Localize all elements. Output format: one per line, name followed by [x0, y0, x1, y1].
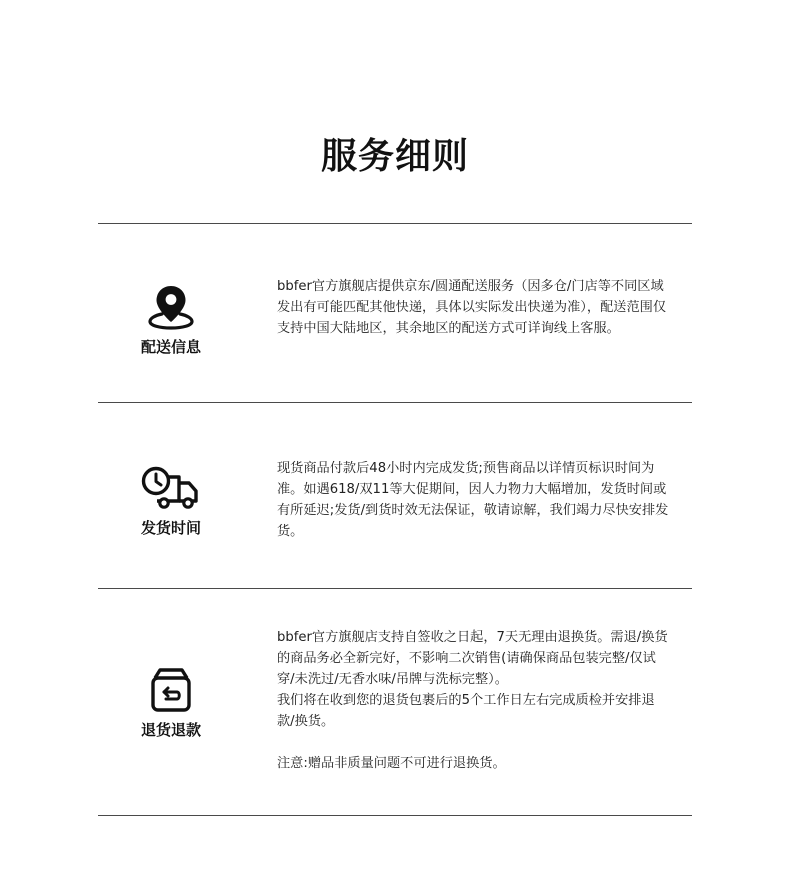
shipping-time-label: 发货时间 [140, 519, 201, 537]
returns-process-paragraph: 我们将在收到您的退货包裹后的5个工作日左右完成质检并安排退款/换货。 [277, 693, 655, 729]
location-pin-icon [122, 282, 220, 330]
delivery-info-icon-group [122, 282, 220, 357]
returns-refunds-label: 退货退款 [140, 721, 201, 739]
returns-refunds-icon-group [122, 665, 220, 740]
section-delivery-info [98, 224, 692, 402]
shipping-time-paragraph: 现货商品付款后48小时内完成发货;预售商品以详情页标识时间为准。如遇618/双11等大促期间，因人力物力大幅增加，发货时间或有所延迟;发货/到货时效无法保证，敬请谅解，我们竭力尽快安排发货。 [277, 461, 669, 539]
returns-refunds-text [277, 627, 672, 774]
delivery-info-label: 配送信息 [140, 338, 201, 356]
shipping-time-icon-group [122, 463, 220, 538]
returns-note-paragraph: 注意:赠品非质量问题不可进行退换货。 [277, 756, 506, 771]
paragraph-gap [277, 732, 672, 753]
return-box-icon [122, 665, 220, 713]
delivery-info-text [277, 276, 672, 339]
shipping-time-text [277, 458, 672, 542]
section-returns-refunds [98, 589, 692, 815]
returns-policy-paragraph: bbfer官方旗舰店支持自签收之日起，7天无理由退换货。需退/换货的商品务必全新完好，不影响二次销售(请确保商品包装完整/仅试穿/未洗过/无香水味/吊牌与洗标完整）。 [277, 630, 668, 687]
clock-truck-icon [122, 463, 220, 511]
section-shipping-time [98, 403, 692, 588]
divider-bottom [98, 815, 692, 816]
page-title: 服务细则 [320, 136, 469, 177]
delivery-info-paragraph: bbfer官方旗舰店提供京东/圆通配送服务（因多仓/门店等不同区域发出有可能匹配其他快递，具体以实际发出快递为准），配送范围仅支持中国大陆地区，其余地区的配送方式可详询线上客服。 [277, 279, 667, 336]
